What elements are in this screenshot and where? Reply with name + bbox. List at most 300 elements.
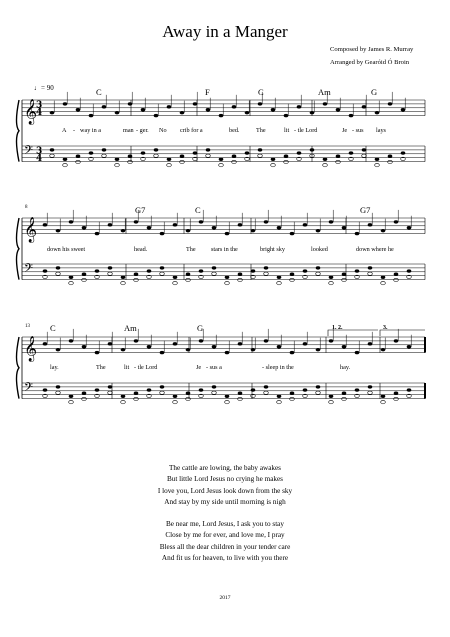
verse-block — [0, 463, 450, 509]
note-head — [82, 397, 87, 400]
brace — [17, 337, 20, 399]
note-head — [258, 154, 263, 157]
note-head — [128, 160, 133, 163]
lyric: - tle Lord — [134, 364, 158, 371]
note-head — [160, 391, 165, 394]
note-head — [394, 391, 399, 394]
note-head — [56, 266, 61, 269]
note-head — [69, 400, 74, 403]
note-head — [251, 269, 256, 272]
note-head — [277, 281, 282, 284]
note-head — [407, 345, 412, 348]
note-head — [206, 148, 211, 151]
note-head — [212, 385, 217, 388]
tempo-marking: ♩= 90 — [34, 84, 54, 92]
note-head — [154, 154, 159, 157]
note-head — [43, 223, 48, 226]
note-head — [290, 278, 295, 281]
note-head — [173, 400, 178, 403]
note-head — [69, 220, 74, 223]
note-head — [186, 348, 191, 351]
note-head — [82, 345, 87, 348]
note-head — [115, 163, 120, 166]
chord-symbol: G — [371, 87, 378, 97]
note-head — [290, 397, 295, 400]
verse-line: The cattle are lowing, the baby awakes — [169, 464, 281, 472]
note-head — [388, 154, 393, 157]
lyric: - — [73, 127, 76, 134]
note-head — [329, 339, 334, 342]
note-head — [303, 388, 308, 391]
note-head — [167, 105, 172, 108]
lyric: head. — [134, 246, 148, 253]
note-head — [271, 163, 276, 166]
note-head — [329, 220, 334, 223]
note-head — [381, 276, 386, 279]
note-head — [206, 108, 211, 111]
note-head — [95, 388, 100, 391]
note-head — [154, 114, 159, 117]
note-head — [297, 105, 302, 108]
bass-clef-icon: 𝄢 — [24, 381, 34, 398]
note-head — [323, 102, 328, 105]
note-head — [264, 266, 269, 269]
note-head — [342, 397, 347, 400]
note-head — [199, 339, 204, 342]
lyric: lay. — [50, 364, 59, 371]
note-head — [407, 226, 412, 229]
note-head — [232, 160, 237, 163]
time-signature: 3 — [36, 146, 43, 157]
note-head — [225, 351, 230, 354]
brace — [17, 100, 20, 162]
note-head — [394, 272, 399, 275]
note-head — [102, 105, 107, 108]
note-head — [154, 148, 159, 151]
note-head — [277, 395, 282, 398]
lyric: The — [96, 364, 106, 371]
lyric: lit — [124, 364, 130, 371]
note-head — [316, 391, 321, 394]
note-head — [173, 281, 178, 284]
note-head — [362, 105, 367, 108]
composer-credit: Composed by James R. Murray — [330, 46, 414, 53]
chord-symbol: Am — [318, 87, 331, 97]
note-head — [388, 102, 393, 105]
lyric: bright sky — [260, 246, 285, 253]
note-head — [362, 148, 367, 151]
note-head — [56, 272, 61, 275]
note-head — [212, 266, 217, 269]
note-head — [160, 351, 165, 354]
measure-number: 13 — [25, 324, 30, 329]
note-head — [407, 388, 412, 391]
note-head — [186, 278, 191, 281]
note-head — [95, 351, 100, 354]
verse-line: And stay by my side until morning is nigh — [164, 498, 286, 507]
lyric: - tle Lord — [294, 127, 318, 134]
note-head — [264, 220, 269, 223]
note-head — [82, 278, 87, 281]
note-head — [342, 272, 347, 275]
bass-clef-icon: 𝄢 — [24, 144, 34, 161]
lyric: bed. — [229, 127, 240, 134]
note-head — [316, 266, 321, 269]
note-head — [108, 391, 113, 394]
note-head — [134, 339, 139, 342]
note-head — [225, 395, 230, 398]
note-head — [108, 266, 113, 269]
note-head — [160, 266, 165, 269]
note-head — [277, 226, 282, 229]
time-signature: 4 — [36, 108, 43, 119]
note-head — [76, 154, 81, 157]
note-head — [336, 108, 341, 111]
note-head — [310, 111, 315, 114]
note-head — [316, 348, 321, 351]
verse-line: Be near me, Lord Jesus, I ask you to stay — [166, 520, 284, 528]
volta-label: 3. — [383, 325, 388, 331]
note-head — [368, 272, 373, 275]
note-head — [329, 276, 334, 279]
note-head — [232, 105, 237, 108]
bass-clef-icon: 𝄢 — [24, 262, 34, 279]
note-head — [89, 151, 94, 154]
note-head — [147, 345, 152, 348]
note-head — [121, 395, 126, 398]
note-head — [50, 154, 55, 157]
note-head — [245, 151, 250, 154]
note-head — [160, 385, 165, 388]
lyric: - ger. — [136, 127, 149, 134]
note-head — [43, 269, 48, 272]
note-head — [121, 281, 126, 284]
note-head — [219, 158, 224, 161]
lyric: hay. — [340, 364, 351, 371]
lyric: - sus — [352, 127, 364, 134]
lyric: - sus a — [206, 364, 222, 371]
note-head — [297, 151, 302, 154]
note-head — [284, 160, 289, 163]
lyric: looked — [311, 246, 328, 253]
note-head — [134, 220, 139, 223]
note-head — [251, 229, 256, 232]
note-head — [108, 385, 113, 388]
note-head — [336, 160, 341, 163]
note-head — [355, 351, 360, 354]
note-head — [316, 272, 321, 275]
note-head — [141, 151, 146, 154]
note-head — [388, 160, 393, 163]
note-head — [381, 229, 386, 232]
note-head — [264, 272, 269, 275]
note-head — [128, 154, 133, 157]
note-head — [381, 348, 386, 351]
note-head — [186, 397, 191, 400]
note-head — [284, 154, 289, 157]
note-head — [173, 395, 178, 398]
note-head — [134, 278, 139, 281]
note-head — [323, 163, 328, 166]
note-head — [238, 223, 243, 226]
note-head — [82, 272, 87, 275]
verse-line: Bless all the dear children in your tender care — [159, 542, 291, 551]
note-head — [186, 391, 191, 394]
note-head — [290, 272, 295, 275]
treble-clef-icon: 𝄞 — [24, 217, 38, 243]
note-head — [303, 269, 308, 272]
page-title: Away in a Manger — [162, 22, 288, 41]
note-head — [381, 281, 386, 284]
chord-symbol: G7 — [360, 205, 371, 215]
treble-clef-icon: 𝄞 — [24, 336, 38, 362]
chord-symbol: C — [195, 205, 201, 215]
note-head — [115, 158, 120, 161]
note-head — [95, 232, 100, 235]
lyric: Je — [196, 364, 202, 371]
note-head — [381, 400, 386, 403]
lyric: Je — [342, 127, 348, 134]
note-head — [329, 281, 334, 284]
note-head — [238, 397, 243, 400]
note-head — [180, 154, 185, 157]
note-head — [238, 391, 243, 394]
note-head — [303, 342, 308, 345]
note-head — [258, 148, 263, 151]
volta-label: 1. 2. — [332, 325, 343, 331]
chord-symbol: G — [197, 323, 204, 333]
note-head — [284, 114, 289, 117]
note-head — [121, 400, 126, 403]
note-head — [69, 395, 74, 398]
note-head — [355, 232, 360, 235]
note-head — [381, 395, 386, 398]
note-head — [180, 160, 185, 163]
note-head — [108, 342, 113, 345]
note-head — [368, 266, 373, 269]
note-head — [43, 342, 48, 345]
note-head — [277, 400, 282, 403]
lyric: man — [123, 127, 134, 134]
note-head — [264, 385, 269, 388]
note-head — [134, 272, 139, 275]
note-head — [323, 158, 328, 161]
verse-line: But little Lord Jesus no crying he makes — [167, 475, 283, 484]
lyric: stars in the — [211, 246, 238, 253]
note-head — [290, 232, 295, 235]
note-head — [212, 345, 217, 348]
note-head — [56, 229, 61, 232]
note-head — [394, 278, 399, 281]
note-head — [264, 339, 269, 342]
chord-symbol: Am — [124, 323, 137, 333]
note-head — [167, 163, 172, 166]
note-head — [368, 391, 373, 394]
measure-number: 8 — [25, 205, 28, 210]
note-head — [160, 232, 165, 235]
chord-symbol: F — [205, 87, 210, 97]
note-head — [277, 276, 282, 279]
chord-symbol: C — [258, 87, 264, 97]
note-head — [121, 229, 126, 232]
note-head — [76, 160, 81, 163]
note-head — [225, 400, 230, 403]
note-head — [245, 111, 250, 114]
note-head — [225, 276, 230, 279]
note-head — [251, 348, 256, 351]
note-head — [238, 278, 243, 281]
note-head — [290, 391, 295, 394]
note-head — [193, 151, 198, 154]
arranger-credit: Arranged by Gearóid Ó Broin — [330, 59, 410, 66]
note-head — [303, 223, 308, 226]
note-head — [76, 108, 81, 111]
note-head — [173, 223, 178, 226]
note-head — [238, 342, 243, 345]
lyric: way in a — [80, 127, 101, 134]
note-head — [95, 269, 100, 272]
note-head — [193, 102, 198, 105]
note-head — [63, 102, 68, 105]
note-head — [316, 229, 321, 232]
note-head — [329, 400, 334, 403]
note-head — [212, 272, 217, 275]
note-head — [342, 278, 347, 281]
note-head — [342, 226, 347, 229]
note-head — [134, 397, 139, 400]
note-head — [407, 269, 412, 272]
note-head — [251, 388, 256, 391]
note-head — [310, 148, 315, 151]
lyric: - sleep in the — [262, 364, 294, 371]
note-head — [238, 272, 243, 275]
note-head — [147, 226, 152, 229]
note-head — [199, 269, 204, 272]
note-head — [43, 388, 48, 391]
note-head — [82, 391, 87, 394]
chord-symbol: G7 — [135, 205, 146, 215]
note-head — [225, 232, 230, 235]
note-head — [121, 348, 126, 351]
note-head — [89, 114, 94, 117]
verse-block — [0, 519, 450, 565]
lyric: The — [186, 246, 196, 253]
note-head — [225, 281, 230, 284]
brace — [17, 218, 20, 280]
note-head — [108, 223, 113, 226]
note-head — [63, 158, 68, 161]
verse-line: Close by me for ever, and love me, I pray — [165, 531, 285, 540]
note-head — [368, 342, 373, 345]
note-head — [290, 351, 295, 354]
note-head — [141, 108, 146, 111]
note-head — [134, 391, 139, 394]
note-head — [264, 391, 269, 394]
note-head — [69, 339, 74, 342]
lyric: lays — [376, 127, 386, 134]
note-head — [316, 385, 321, 388]
note-head — [186, 229, 191, 232]
note-head — [69, 276, 74, 279]
note-head — [368, 223, 373, 226]
note-head — [342, 391, 347, 394]
lyric: lit — [284, 127, 290, 134]
lyric: down his sweet — [47, 246, 86, 253]
note-head — [128, 102, 133, 105]
note-head — [167, 158, 172, 161]
verse-line: I love you, Lord Jesus look down from the sky — [157, 486, 293, 495]
note-head — [50, 111, 55, 114]
note-head — [199, 220, 204, 223]
note-head — [277, 345, 282, 348]
note-head — [212, 391, 217, 394]
note-head — [375, 163, 380, 166]
note-head — [56, 348, 61, 351]
note-head — [63, 163, 68, 166]
note-head — [394, 339, 399, 342]
note-head — [219, 163, 224, 166]
note-head — [271, 108, 276, 111]
time-signature: 4 — [36, 154, 43, 165]
note-head — [232, 154, 237, 157]
lyric: No — [159, 127, 167, 134]
note-head — [355, 269, 360, 272]
note-head — [219, 114, 224, 117]
note-head — [147, 388, 152, 391]
note-head — [121, 276, 126, 279]
note-head — [349, 151, 354, 154]
note-head — [368, 385, 373, 388]
note-head — [115, 111, 120, 114]
note-head — [349, 114, 354, 117]
note-head — [160, 272, 165, 275]
note-head — [355, 388, 360, 391]
note-head — [82, 226, 87, 229]
page-footer: 2017 — [219, 595, 231, 601]
treble-clef-icon: 𝄞 — [24, 99, 38, 125]
lyric: down where he — [356, 246, 394, 253]
note-head — [186, 272, 191, 275]
time-signature: 3 — [36, 100, 43, 111]
lyric: The — [256, 127, 266, 134]
note-head — [271, 158, 276, 161]
note-head — [50, 148, 55, 151]
note-head — [375, 111, 380, 114]
note-head — [206, 154, 211, 157]
note-head — [336, 154, 341, 157]
note-head — [56, 385, 61, 388]
lyric: crib for a — [180, 127, 203, 134]
note-head — [362, 154, 367, 157]
note-head — [173, 276, 178, 279]
note-head — [212, 226, 217, 229]
note-head — [401, 108, 406, 111]
note-head — [102, 148, 107, 151]
note-head — [394, 397, 399, 400]
note-head — [69, 281, 74, 284]
note-head — [342, 345, 347, 348]
note-head — [329, 395, 334, 398]
note-head — [147, 269, 152, 272]
note-head — [56, 391, 61, 394]
note-head — [394, 220, 399, 223]
note-head — [258, 102, 263, 105]
verse-line: And fit us for heaven, to live with you there — [161, 554, 289, 563]
note-head — [173, 342, 178, 345]
lyric: A — [62, 127, 67, 134]
chord-symbol: C — [50, 323, 56, 333]
note-head — [108, 272, 113, 275]
